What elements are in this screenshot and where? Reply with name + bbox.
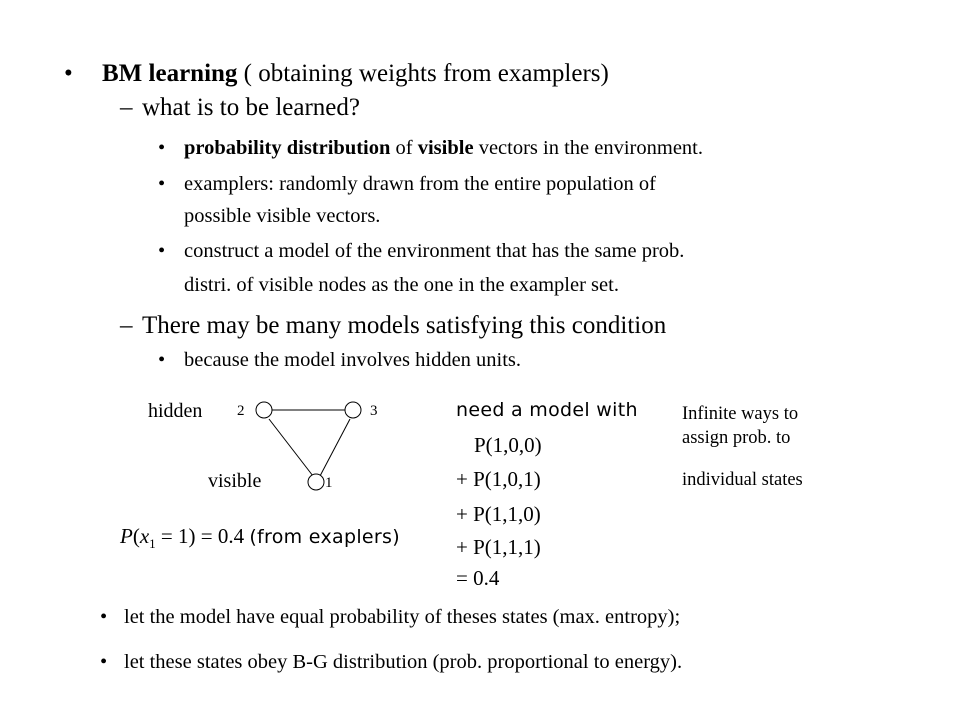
model-term-0: P(1,0,0) <box>474 433 542 457</box>
p1-bold2: visible <box>417 137 474 159</box>
title-rest: ( obtaining weights from examplers) <box>237 60 609 87</box>
b2-text: let these states obey B-G distribution (prob. proportional to energy). <box>124 651 683 673</box>
q1-text: what is to be learned? <box>142 94 360 121</box>
title-bullet: • <box>64 60 73 87</box>
infinite-note-line1: Infinite ways to <box>682 404 799 424</box>
prob-eq-rest: = 1) = 0.4 <box>155 524 250 548</box>
node-3-label: 3 <box>370 403 378 419</box>
prob-equation <box>120 524 400 552</box>
node-2-label: 2 <box>237 403 245 419</box>
model-heading: need a model with <box>456 399 638 421</box>
p1-bold1: probability distribution <box>184 137 391 159</box>
infinite-note-line3: individual states <box>682 470 803 490</box>
p1-rest: vectors in the environment. <box>473 137 703 159</box>
infinite-note-line2: assign prob. to <box>682 428 791 448</box>
node-2 <box>256 402 272 418</box>
p2-line1: examplers: randomly drawn from the entire population of <box>184 173 656 195</box>
node-1 <box>308 474 324 490</box>
visible-label: visible <box>208 470 262 492</box>
p2-line2: possible visible vectors. <box>184 205 381 227</box>
edge-2-1 <box>269 419 313 476</box>
prob-eq-x: x <box>139 524 150 548</box>
p3-line2: distri. of visible nodes as the one in the exampler set. <box>184 274 619 296</box>
p1-bullet: • <box>158 137 166 159</box>
q2-dash: – <box>120 312 133 339</box>
q1-dash: – <box>120 94 133 121</box>
model-term-1: + P(1,0,1) <box>456 467 541 491</box>
prob-eq-note: (from exaplers) <box>249 526 400 548</box>
b1-bullet: • <box>100 606 108 628</box>
prob-eq-sub: 1 <box>149 536 156 552</box>
node-3 <box>345 402 361 418</box>
q2-text: There may be many models satisfying this condition <box>142 312 667 339</box>
edge-3-1 <box>320 419 350 476</box>
node-1-label: 1 <box>325 475 333 491</box>
b2-bullet: • <box>100 651 108 673</box>
prob-eq-P: P <box>120 524 133 548</box>
p3-line1: construct a model of the environment that has the same prob. <box>184 240 685 262</box>
model-term-3: + P(1,1,1) <box>456 535 541 559</box>
hidden-label: hidden <box>148 400 203 422</box>
model-term-4: = 0.4 <box>456 566 500 590</box>
p4-text: because the model involves hidden units. <box>184 349 522 371</box>
p4-bullet: • <box>158 349 166 371</box>
p3-bullet: • <box>158 240 166 262</box>
model-term-2: + P(1,1,0) <box>456 502 541 526</box>
p1-mid1: of <box>390 137 418 159</box>
prob-eq-open: ( <box>132 524 140 548</box>
b1-text: let the model have equal probability of theses states (max. entropy); <box>124 606 681 628</box>
p2-bullet: • <box>158 173 166 195</box>
title-bold: BM learning <box>102 60 238 87</box>
